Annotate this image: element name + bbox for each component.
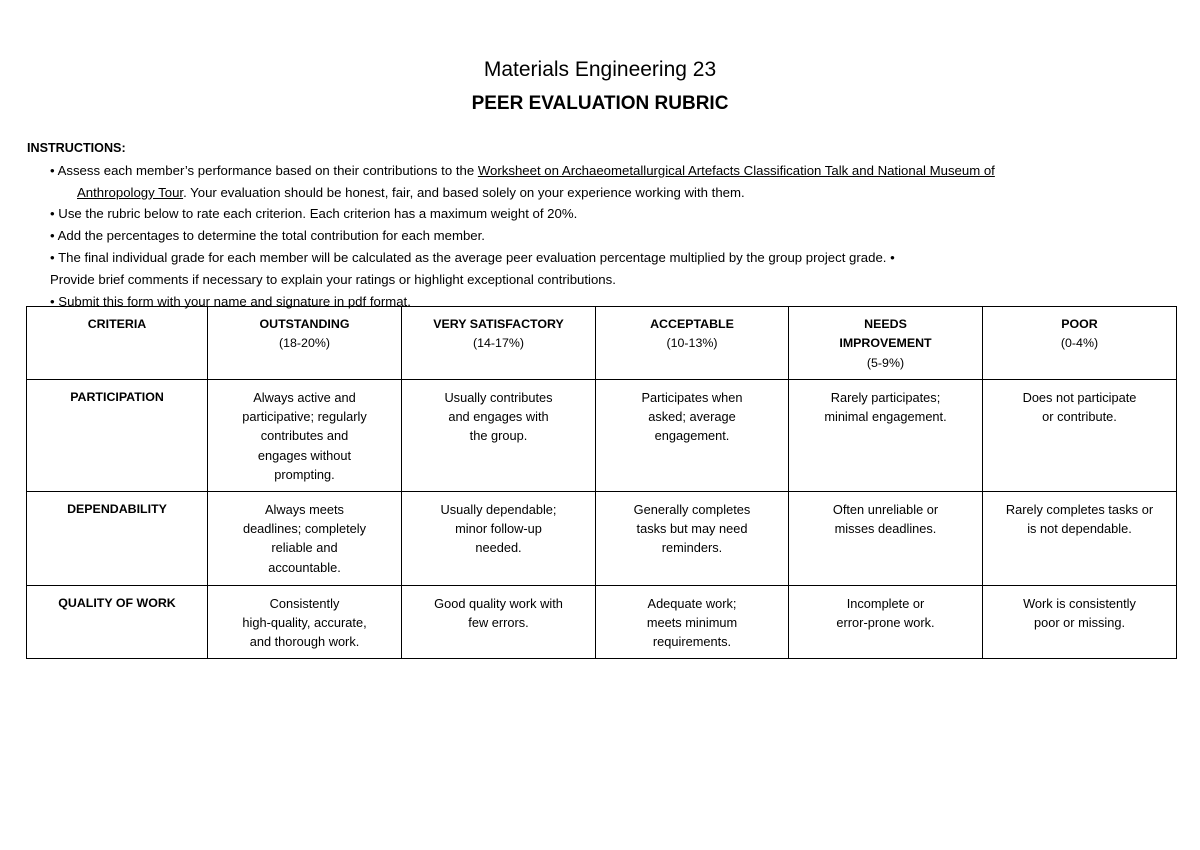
table-cell: Always meets deadlines; completely reliable and accountable.: [208, 491, 402, 585]
bullet-icon: •: [50, 228, 55, 244]
table-cell: Rarely participates; minimal engagement.: [789, 379, 983, 491]
table-cell: Does not participate or contribute.: [983, 379, 1177, 491]
table-cell: Consistently high-quality, accurate, and thorough work.: [208, 585, 402, 658]
header-very-satisfactory: VERY SATISFACTORY (14-17%): [402, 307, 596, 380]
worksheet-title-link-continued: Anthropology Tour: [77, 184, 184, 200]
instruction-item-1-continued: [27, 182, 1177, 204]
instruction-text: Provide brief comments if necessary to explain your ratings or highlight exceptional contributions.: [50, 271, 616, 287]
document-title: Materials Engineering 23: [483, 58, 717, 81]
table-cell: Rarely completes tasks or is not dependable.: [983, 491, 1177, 585]
table-cell: Participates when asked; average engagement.: [596, 379, 789, 491]
instruction-text: Assess each member’s performance based on their contributions to the: [57, 162, 478, 178]
table-row: [27, 491, 1177, 585]
table-cell: Adequate work; meets minimum requirements.: [596, 585, 789, 658]
bullet-icon: •: [50, 206, 55, 222]
bullet-icon: •: [50, 162, 55, 178]
table-cell: Usually contributes and engages with the group.: [402, 379, 596, 491]
instruction-item-1: [27, 160, 1177, 182]
bullet-icon: •: [50, 249, 55, 265]
table-cell: Incomplete or error-prone work.: [789, 585, 983, 658]
bullet-icon: •: [50, 293, 55, 309]
instruction-item-5: [27, 269, 1177, 291]
instruction-text: Submit this form with your name and signature in pdf format.: [58, 293, 411, 309]
header-criteria: CRITERIA: [27, 307, 208, 380]
criterion-quality-of-work: QUALITY OF WORK: [27, 585, 208, 658]
header-acceptable: ACCEPTABLE (10-13%): [596, 307, 789, 380]
instruction-text: Add the percentages to determine the total contribution for each member.: [57, 228, 485, 244]
document-subtitle: PEER EVALUATION RUBRIC: [471, 93, 729, 114]
worksheet-title-link: Worksheet on Archaeometallurgical Artefacts Classification Talk and National Museum of: [477, 162, 995, 178]
instruction-text: The final individual grade for each member will be calculated as the average peer evaluation percentage multiplied by the group project grade.: [58, 249, 887, 265]
instruction-text: Use the rubric below to rate each criterion. Each criterion has a maximum weight of 20%.: [58, 206, 578, 222]
bullet-icon: •: [890, 249, 895, 265]
instructions-heading: INSTRUCTIONS:: [27, 141, 126, 155]
instructions-section: [27, 138, 1177, 312]
rubric-table: [26, 306, 1177, 659]
header-poor: POOR (0-4%): [983, 307, 1177, 380]
table-row: [27, 585, 1177, 658]
criterion-participation: PARTICIPATION: [27, 379, 208, 491]
rubric-header-row: [27, 307, 1177, 380]
table-cell: Usually dependable; minor follow-up needed.: [402, 491, 596, 585]
header-needs-improvement: NEEDS IMPROVEMENT (5-9%): [789, 307, 983, 380]
table-cell: Always active and participative; regularly contributes and engages without prompting.: [208, 379, 402, 491]
table-cell: Often unreliable or misses deadlines.: [789, 491, 983, 585]
table-cell: Work is consistently poor or missing.: [983, 585, 1177, 658]
table-cell: Generally completes tasks but may need reminders.: [596, 491, 789, 585]
instruction-text: . Your evaluation should be honest, fair, and based solely on your experience working with them.: [183, 184, 745, 200]
instruction-item-4: [27, 247, 1177, 269]
table-row: [27, 379, 1177, 491]
instruction-item-3: [27, 225, 1177, 247]
header-outstanding: OUTSTANDING (18-20%): [208, 307, 402, 380]
table-cell: Good quality work with few errors.: [402, 585, 596, 658]
criterion-dependability: DEPENDABILITY: [27, 491, 208, 585]
instruction-item-2: [27, 203, 1177, 225]
